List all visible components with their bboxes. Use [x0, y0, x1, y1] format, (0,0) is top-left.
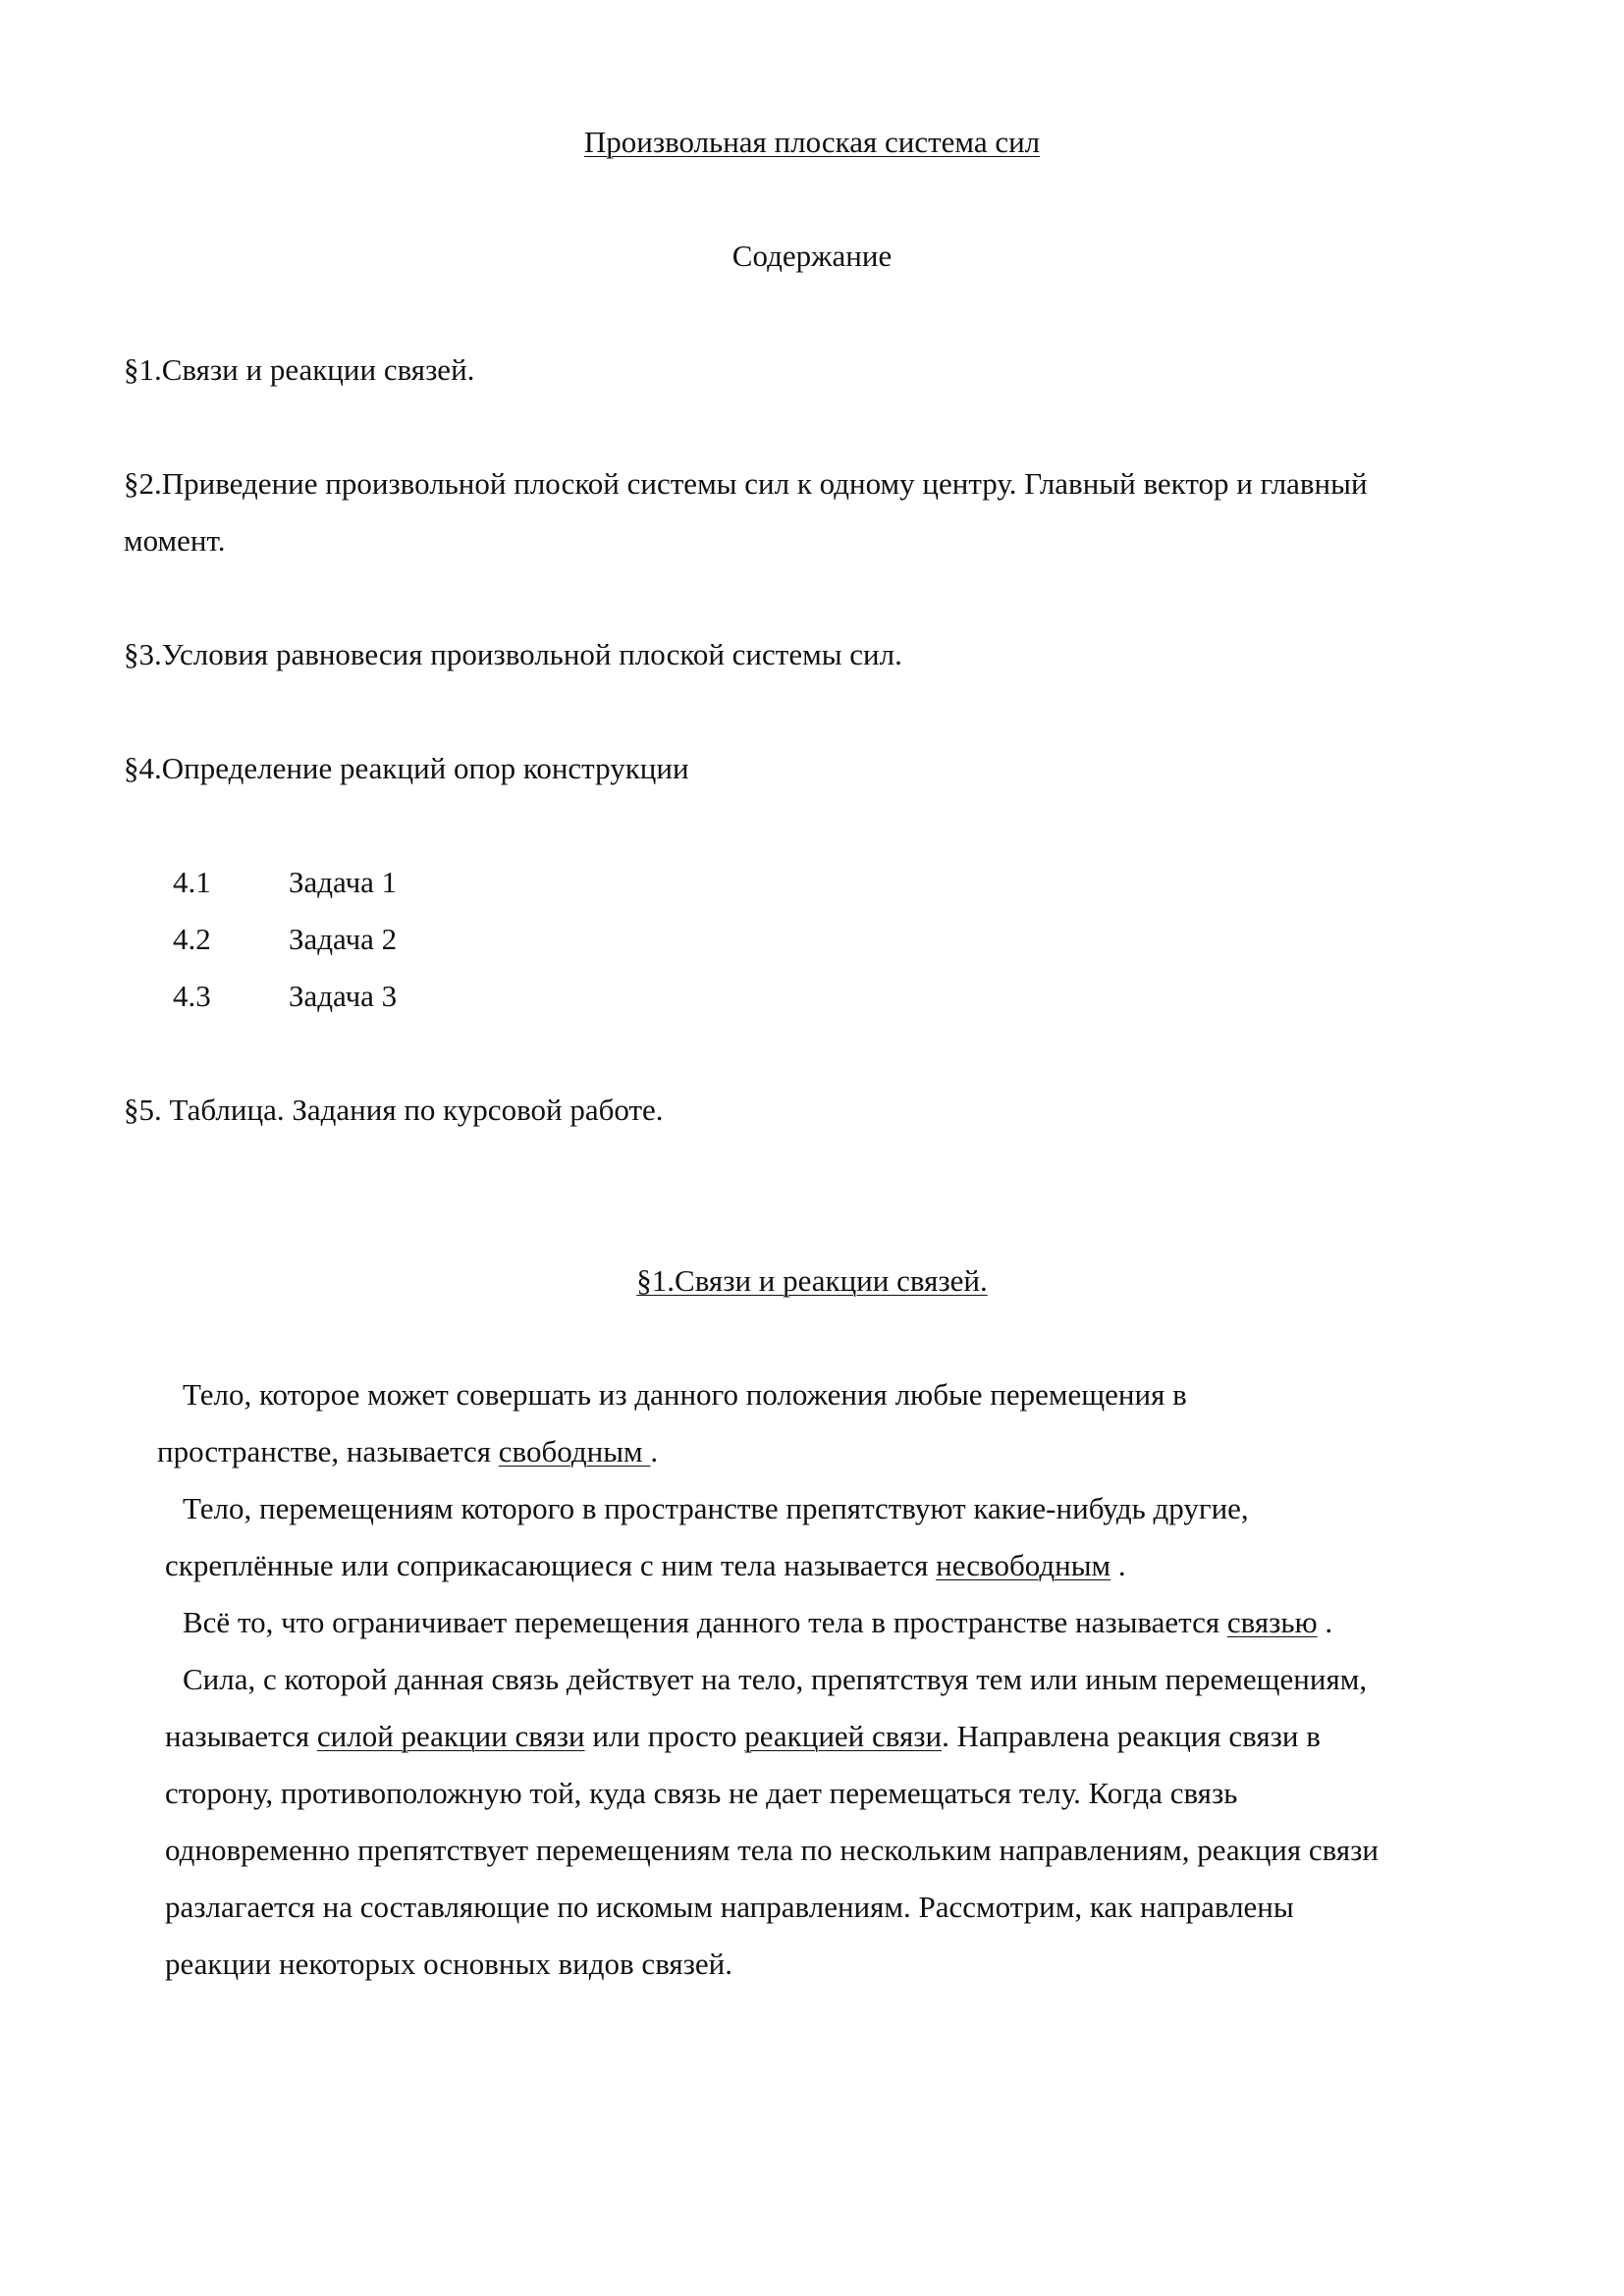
section-1-heading-text: §1.Связи и реакции связей. — [636, 1263, 988, 1298]
document-title-text: Произвольная плоская система сил — [583, 125, 1041, 159]
toc-subitem-label: Задача 3 — [289, 979, 398, 1013]
toc-item-3: §3.Условия равновесия произвольной плоской системы сил. — [124, 637, 902, 671]
toc-subitem-label: Задача 2 — [289, 922, 398, 956]
section-1-heading — [0, 1261, 1624, 1301]
paragraph-text: скреплённые или соприкасающиеся с ним тела называется — [165, 1548, 937, 1582]
paragraph-4-line-4: одновременно препятствует перемещениям тела по нескольким направлениям, реакция связи — [165, 1833, 1379, 1867]
paragraph-text: . — [1317, 1605, 1333, 1639]
paragraph-4-line-5: разлагается на составляющие по искомым направлениям. Рассмотрим, как направлены — [165, 1890, 1294, 1924]
paragraph-text: пространстве, называется — [157, 1434, 499, 1468]
toc-subitem-number: 4.3 — [173, 979, 211, 1013]
paragraph-text: называется — [165, 1719, 317, 1753]
paragraph-4-line-3: сторону, противоположную той, куда связь не дает перемещаться телу. Когда связь — [165, 1776, 1238, 1810]
paragraph-1-line-1: Тело, которое может совершать из данного положения любые перемещения в — [183, 1377, 1187, 1412]
paragraph-4-line-1: Сила, с которой данная связь действует на тело, препятствуя тем или иным перемещениям, — [183, 1662, 1368, 1696]
term-reaction-force: силой реакции связи — [316, 1719, 585, 1753]
toc-item-4: §4.Определение реакций опор конструкции — [124, 751, 689, 785]
toc-item-2-line-2: момент. — [124, 523, 226, 558]
paragraph-4-line-2 — [165, 1717, 1321, 1756]
paragraph-2-line-1: Тело, перемещениям которого в пространстве препятствуют какие-нибудь другие, — [183, 1491, 1249, 1525]
paragraph-2-line-2 — [165, 1546, 1126, 1585]
toc-subitem-number: 4.1 — [173, 865, 211, 899]
term-free-body: свободным — [498, 1434, 651, 1468]
paragraph-4-line-6: реакции некоторых основных видов связей. — [165, 1947, 733, 1981]
term-constraint: связью — [1226, 1605, 1318, 1639]
toc-subitem-number: 4.2 — [173, 922, 211, 956]
paragraph-1-line-2 — [157, 1432, 658, 1471]
document-title — [0, 123, 1624, 162]
paragraph-text: Всё то, что ограничивает перемещения данного тела в пространстве называется — [183, 1605, 1227, 1639]
toc-item-2-line-1: §2.Приведение произвольной плоской системы сил к одному центру. Главный вектор и главный — [124, 466, 1368, 501]
paragraph-text: . Направлена реакция связи в — [942, 1719, 1321, 1753]
paragraph-text: или просто — [584, 1719, 745, 1753]
toc-heading: Содержание — [731, 239, 893, 273]
paragraph-3-line-1 — [183, 1603, 1332, 1642]
term-non-free-body: несвободным — [936, 1548, 1111, 1582]
toc-item-5: §5. Таблица. Задания по курсовой работе. — [124, 1093, 664, 1127]
term-constraint-reaction: реакцией связи — [744, 1719, 943, 1753]
toc-subitem-label: Задача 1 — [289, 865, 398, 899]
paragraph-text: . — [650, 1434, 659, 1468]
paragraph-text: . — [1110, 1548, 1126, 1582]
toc-item-1: §1.Связи и реакции связей. — [124, 352, 475, 387]
